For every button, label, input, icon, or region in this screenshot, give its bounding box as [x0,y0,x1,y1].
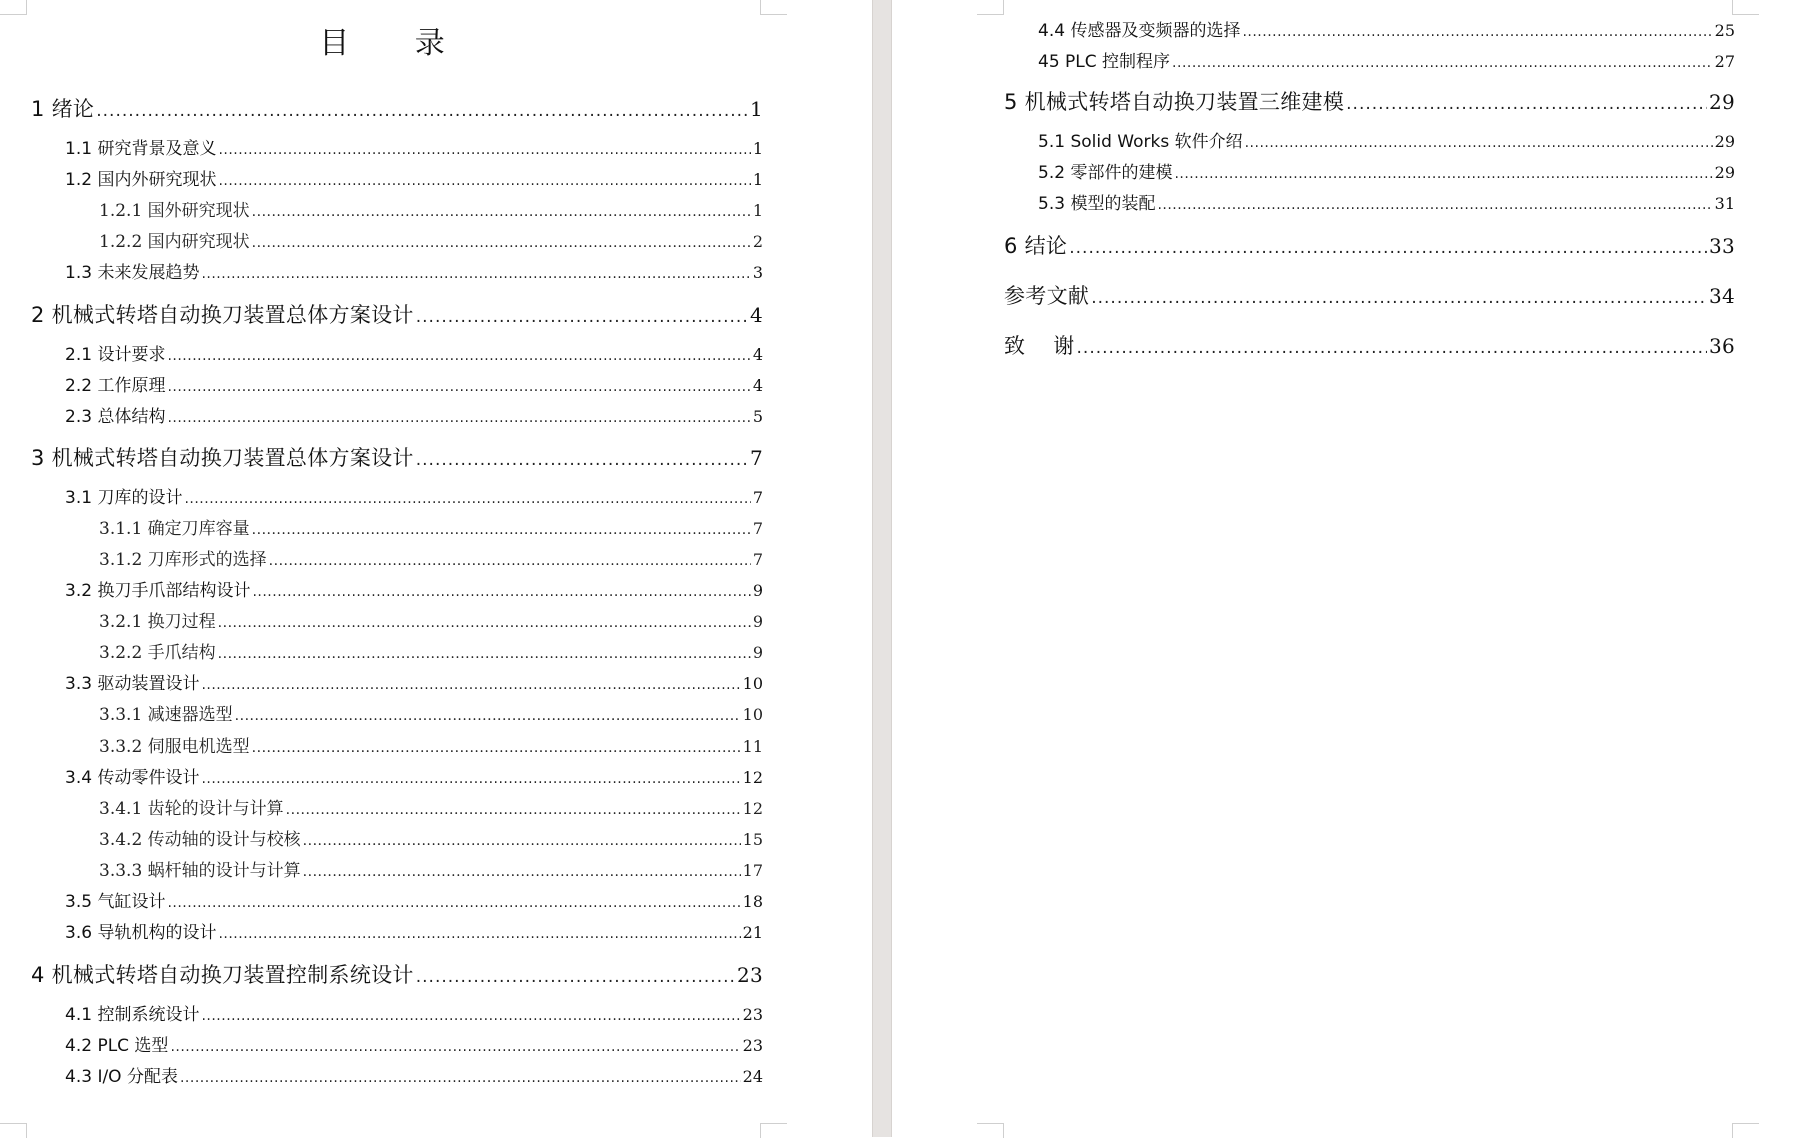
toc-page-number: 7 [752,519,763,538]
toc-entry[interactable]: 4.4 传感器及变频器的选择 ..... 25 [1038,23,1735,40]
page-corner-mark [760,1123,787,1138]
toc-page-number: 33 [1708,234,1735,258]
leader-dots [1069,240,1707,257]
toc-entry[interactable]: 5.2 零部件的建模 ..... 29 [1038,165,1735,182]
toc-entry[interactable]: 3.1.2 刀库形式的选择 ..... 7 [99,552,763,569]
leader-dots [167,896,740,910]
leader-dots [218,174,750,188]
toc-page-number: 9 [752,643,763,662]
toc-page-number: 23 [736,963,763,987]
toc-page-number: 23 [742,1005,763,1024]
page-corner-mark [1732,1123,1759,1138]
toc-entry[interactable]: 3 机械式转塔自动换刀装置总体方案设计 ..... 7 [31,448,763,469]
toc-entry[interactable]: 4.1 控制系统设计 ..... 23 [65,1007,763,1024]
toc-entry[interactable]: 1 绪论 ..... 1 [31,99,763,120]
toc-entry[interactable]: 3.4.2 传动轴的设计与校核 ..... 15 [99,832,763,849]
toc-page-number: 12 [742,768,763,787]
toc-entry[interactable]: 3.3.2 伺服电机选型 ..... 11 [99,739,763,756]
toc-entry[interactable]: 3.2 换刀手爪部结构设计 ..... 9 [65,583,763,600]
toc-page-number: 10 [742,705,763,724]
page-corner-mark [0,0,27,15]
leader-dots [252,523,751,537]
toc-page-number: 12 [742,799,763,818]
toc-page-number: 34 [1708,284,1735,308]
leader-dots [167,411,750,425]
toc-page-number: 1 [752,170,763,189]
leader-dots [235,709,741,723]
toc-entry[interactable]: 5.1 Solid Works 软件介绍 ..... 29 [1038,134,1735,151]
toc-page-number: 7 [752,550,763,569]
toc-page-number: 29 [1708,90,1735,114]
leader-dots [180,1071,741,1085]
toc-page-number: 4 [752,376,763,395]
toc-entry[interactable]: 1.2.2 国内研究现状 ..... 2 [99,234,763,251]
toc-page-number: 4 [752,345,763,364]
page-corner-mark [1732,0,1759,15]
leader-dots [167,380,750,394]
page-corner-mark [760,0,787,15]
toc-entry[interactable]: 3.3.1 减速器选型 ..... 10 [99,707,763,724]
toc-entry[interactable]: 1.2.1 国外研究现状 ..... 1 [99,203,763,220]
toc-entry[interactable]: 参考文献 ..... 34 [1004,286,1735,307]
leader-dots [286,803,741,817]
toc-entry[interactable]: 5 机械式转塔自动换刀装置三维建模 ..... 29 [1004,92,1735,113]
toc-entry[interactable]: 2.3 总体结构 ..... 5 [65,409,763,426]
page-gutter [872,0,892,1137]
toc-page-number: 7 [749,446,763,470]
leader-dots [252,205,751,219]
leader-dots [252,585,750,599]
toc-entry[interactable]: 3.4.1 齿轮的设计与计算 ..... 12 [99,801,763,818]
leader-dots [167,349,750,363]
leader-dots [201,267,750,281]
leader-dots [1242,25,1712,39]
toc-page-number: 9 [752,581,763,600]
page-corner-mark [977,1123,1004,1138]
toc-page-number: 18 [742,892,763,911]
leader-dots [218,616,751,630]
toc-entry[interactable]: 3.5 气缸设计 ..... 18 [65,894,763,911]
leader-dots [416,309,748,326]
toc-entry[interactable]: 2.2 工作原理 ..... 4 [65,378,763,395]
leader-dots [1346,96,1707,113]
leader-dots [170,1040,740,1054]
toc-page-number: 4 [749,303,763,327]
toc-entry[interactable]: 3.1 刀库的设计 ..... 7 [65,490,763,507]
leader-dots [218,927,740,941]
leader-dots [1077,340,1707,357]
page-corner-mark [977,0,1004,15]
toc-page-number: 3 [752,263,763,282]
leader-dots [218,143,750,157]
toc-page-number: 1 [752,201,763,220]
toc-page-number: 2 [752,232,763,251]
toc-entry[interactable]: 1.1 研究背景及意义 ..... 1 [65,141,763,158]
toc-page-number: 21 [742,923,763,942]
toc-page-number: 29 [1714,163,1735,182]
leader-dots [416,452,748,469]
page-corner-mark [0,1123,27,1138]
toc-entry[interactable]: 4.3 I/O 分配表 ..... 24 [65,1069,763,1086]
toc-entry[interactable]: 45 PLC 控制程序 ..... 27 [1038,54,1735,71]
toc-page-number: 5 [752,407,763,426]
toc-page-number: 25 [1714,21,1735,40]
leader-dots [1174,167,1712,181]
toc-page-number: 24 [742,1067,763,1086]
toc-page-number: 7 [752,488,763,507]
leader-dots [1091,290,1707,307]
toc-entry[interactable]: 4.2 PLC 选型 ..... 23 [65,1038,763,1055]
toc-page-number: 23 [742,1036,763,1055]
toc-entry[interactable]: 5.3 模型的装配 ..... 31 [1038,196,1735,213]
toc-entry[interactable]: 3.6 导轨机构的设计 ..... 21 [65,925,763,942]
toc-entry[interactable]: 3.3.3 蜗杆轴的设计与计算 ..... 17 [99,863,763,880]
leader-dots [1157,198,1712,212]
leader-dots [201,1009,740,1023]
toc-page-number: 27 [1714,52,1735,71]
leader-dots [252,741,741,755]
document-page-left [0,0,872,1137]
leader-dots [218,647,751,661]
leader-dots [252,236,751,250]
leader-dots [184,492,750,506]
leader-dots [201,772,740,786]
toc-page-number: 1 [752,139,763,158]
toc-entry[interactable]: 3.2.1 换刀过程 ..... 9 [99,614,763,631]
toc-entry[interactable]: 2 机械式转塔自动换刀装置总体方案设计 ..... 4 [31,305,763,326]
toc-page-number: 31 [1714,194,1735,213]
toc-entry[interactable]: 3.1.1 确定刀库容量 ..... 7 [99,521,763,538]
toc-entry[interactable]: 3.2.2 手爪结构 ..... 9 [99,645,763,662]
toc-page-number: 10 [742,674,763,693]
toc-page-number: 17 [742,861,763,880]
page-title: 目 录 [319,26,473,61]
document-page-right [892,0,1797,1137]
leader-dots [201,678,740,692]
toc-entry[interactable]: 1.3 未来发展趋势 ..... 3 [65,265,763,282]
toc-entry[interactable]: 3.4 传动零件设计 ..... 12 [65,770,763,787]
toc-page-number: 1 [749,97,763,121]
toc-page-number: 36 [1708,334,1735,358]
leader-dots [303,834,741,848]
leader-dots [416,969,735,986]
toc-entry[interactable]: 6 结论 ..... 33 [1004,236,1735,257]
leader-dots [1172,56,1713,70]
toc-entry[interactable]: 4 机械式转塔自动换刀装置控制系统设计 ..... 23 [31,965,763,986]
leader-dots [96,103,748,120]
toc-entry[interactable]: 3.3 驱动装置设计 ..... 10 [65,676,763,693]
toc-page-number: 11 [742,737,763,756]
toc-page-number: 9 [752,612,763,631]
leader-dots [303,865,741,879]
leader-dots [269,554,751,568]
toc-page-number: 29 [1714,132,1735,151]
toc-page-number: 15 [742,830,763,849]
leader-dots [1245,136,1713,150]
toc-entry[interactable]: 1.2 国内外研究现状 ..... 1 [65,172,763,189]
toc-entry[interactable]: 2.1 设计要求 ..... 4 [65,347,763,364]
toc-entry[interactable]: 致 谢 ..... 36 [1004,336,1735,357]
